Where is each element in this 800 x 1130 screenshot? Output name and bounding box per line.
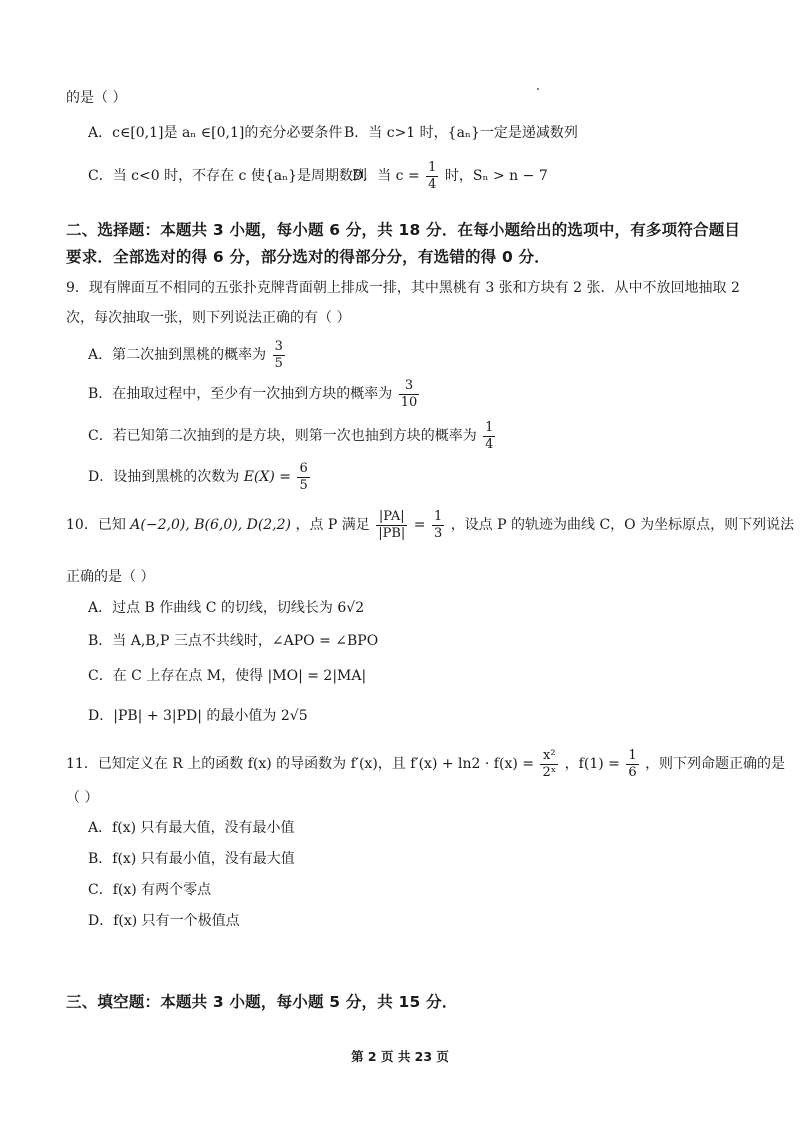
q9-option-d-expression: E(X) = (243, 469, 291, 486)
fraction-numerator: |PA| (376, 510, 407, 526)
q10-points: A(−2,0), B(6,0), D(2,2) (130, 517, 292, 534)
fraction-numerator: 1 (485, 420, 494, 435)
fraction-numerator: x² (540, 749, 558, 765)
q9-option-c-text: C．若已知第二次抽到的是方块，则第一次也抽到方块的概率为 (88, 428, 477, 445)
fraction-numerator: 1 (428, 160, 437, 175)
q11-stem-line1 (66, 749, 785, 779)
q8-option-d (352, 161, 548, 191)
q10-stem-line1 (66, 510, 794, 540)
q10-suffix: ，设点 P 的轨迹为曲线 C，O 为坐标原点，则下列说法 (450, 517, 795, 534)
q9-option-c-fraction (483, 421, 495, 451)
q9-stem-line2: 次，每次抽取一张，则下列说法正确的有（ ） (66, 310, 351, 326)
q10-prefix: 10．已知 (66, 517, 126, 534)
fraction-denominator: 3 (433, 525, 443, 541)
q11-stem-line2: （ ） (66, 790, 99, 806)
q11-option-a: A．f(x) 只有最大值，没有最小值 (88, 820, 295, 836)
fraction-denominator: 4 (485, 436, 494, 452)
q9-option-b (88, 379, 421, 409)
fraction-numerator: 3 (274, 339, 283, 354)
q8-option-c: C．当 c<0 时，不存在 c 使{aₙ}是周期数列 (88, 168, 368, 184)
q11-mid: ，f(1) = (564, 756, 620, 773)
fraction-denominator: 5 (274, 355, 283, 371)
fraction-denominator: 5 (299, 477, 308, 493)
q10-mid: ，点 P 满足 (295, 517, 370, 534)
section2-heading-line2: 要求．全部选对的得 6 分，部分选对的得部分分，有选错的得 0 分． (66, 248, 550, 266)
q9-stem-line1: 9．现有牌面互不相同的五张扑克牌背面朝上排成一排，其中黑桃有 3 张和方块有 2 张．从中不放回地抽取 2 (66, 280, 740, 296)
fraction-denominator: 10 (400, 394, 418, 410)
q10-value-fraction (432, 510, 444, 540)
q9-option-b-text: B．在抽取过程中，至少有一次抽到方块的概率为 (88, 386, 393, 403)
fraction-denominator: 4 (428, 176, 437, 192)
q9-option-b-fraction (399, 379, 420, 409)
q9-option-c (88, 421, 497, 451)
q8-option-d-prefix: D．当 c = (352, 168, 420, 185)
fraction-numerator: 1 (628, 748, 637, 763)
q11-option-c: C．f(x) 有两个零点 (88, 882, 212, 898)
q8-option-d-suffix: 时，Sₙ > n − 7 (444, 168, 548, 185)
q11-rhs-fraction (540, 749, 558, 779)
q10-option-a: A．过点 B 作曲线 C 的切线，切线长为 6√2 (88, 600, 365, 616)
q11-value-fraction (626, 749, 638, 779)
q11-option-d: D．f(x) 只有一个极值点 (88, 913, 240, 929)
q8-option-a: A．c∈[0,1]是 aₙ ∈[0,1]的充分必要条件 (88, 125, 343, 141)
fraction-numerator: 3 (399, 379, 420, 395)
section2-heading-line1: 二、选择题：本题共 3 小题，每小题 6 分，共 18 分．在每小题给出的选项中，有多项符合题目 (66, 221, 741, 239)
fraction-denominator: 2ˣ (542, 764, 557, 780)
q10-option-c: C．在 C 上存在点 M，使得 |MO| = 2|MA| (88, 668, 367, 684)
q9-option-a-fraction (273, 340, 285, 370)
section3-heading: 三、填空题：本题共 3 小题，每小题 5 分，共 15 分． (66, 993, 458, 1011)
q11-suffix: ，则下列命题正确的是 (645, 756, 786, 773)
q11-option-b: B．f(x) 只有最小值，没有最大值 (88, 851, 295, 867)
q9-option-d-fraction (297, 462, 309, 492)
fraction-denominator: |PB| (378, 525, 406, 541)
q10-equals: = (413, 517, 426, 534)
fraction-numerator: 6 (299, 461, 308, 476)
scan-speck (537, 88, 539, 90)
q11-prefix: 11．已知定义在 R 上的函数 f(x) 的导函数为 f′(x)，且 f′(x) + ln2 · f(x) = (66, 756, 534, 773)
q10-stem-line2: 正确的是（ ） (66, 569, 155, 585)
q9-option-d (88, 462, 312, 492)
q9-option-d-text: D．设抽到黑桃的次数为 (88, 469, 240, 486)
page-number-footer: 第 2 页 共 23 页 (351, 1049, 449, 1064)
q8-option-b: B．当 c>1 时，{aₙ}一定是递减数列 (344, 125, 578, 141)
q9-option-a (88, 340, 287, 370)
q8-option-d-fraction (426, 161, 438, 191)
q10-ratio-fraction (376, 510, 407, 540)
fraction-numerator: 1 (433, 509, 443, 524)
q9-option-a-text: A．第二次抽到黑桃的概率为 (88, 347, 267, 364)
q10-option-d: D．|PB| + 3|PD| 的最小值为 2√5 (88, 708, 308, 724)
fraction-denominator: 6 (628, 764, 637, 780)
q8-stem-end: 的是（ ） (66, 90, 127, 106)
q10-option-b: B．当 A,B,P 三点不共线时，∠APO = ∠BPO (88, 633, 379, 649)
